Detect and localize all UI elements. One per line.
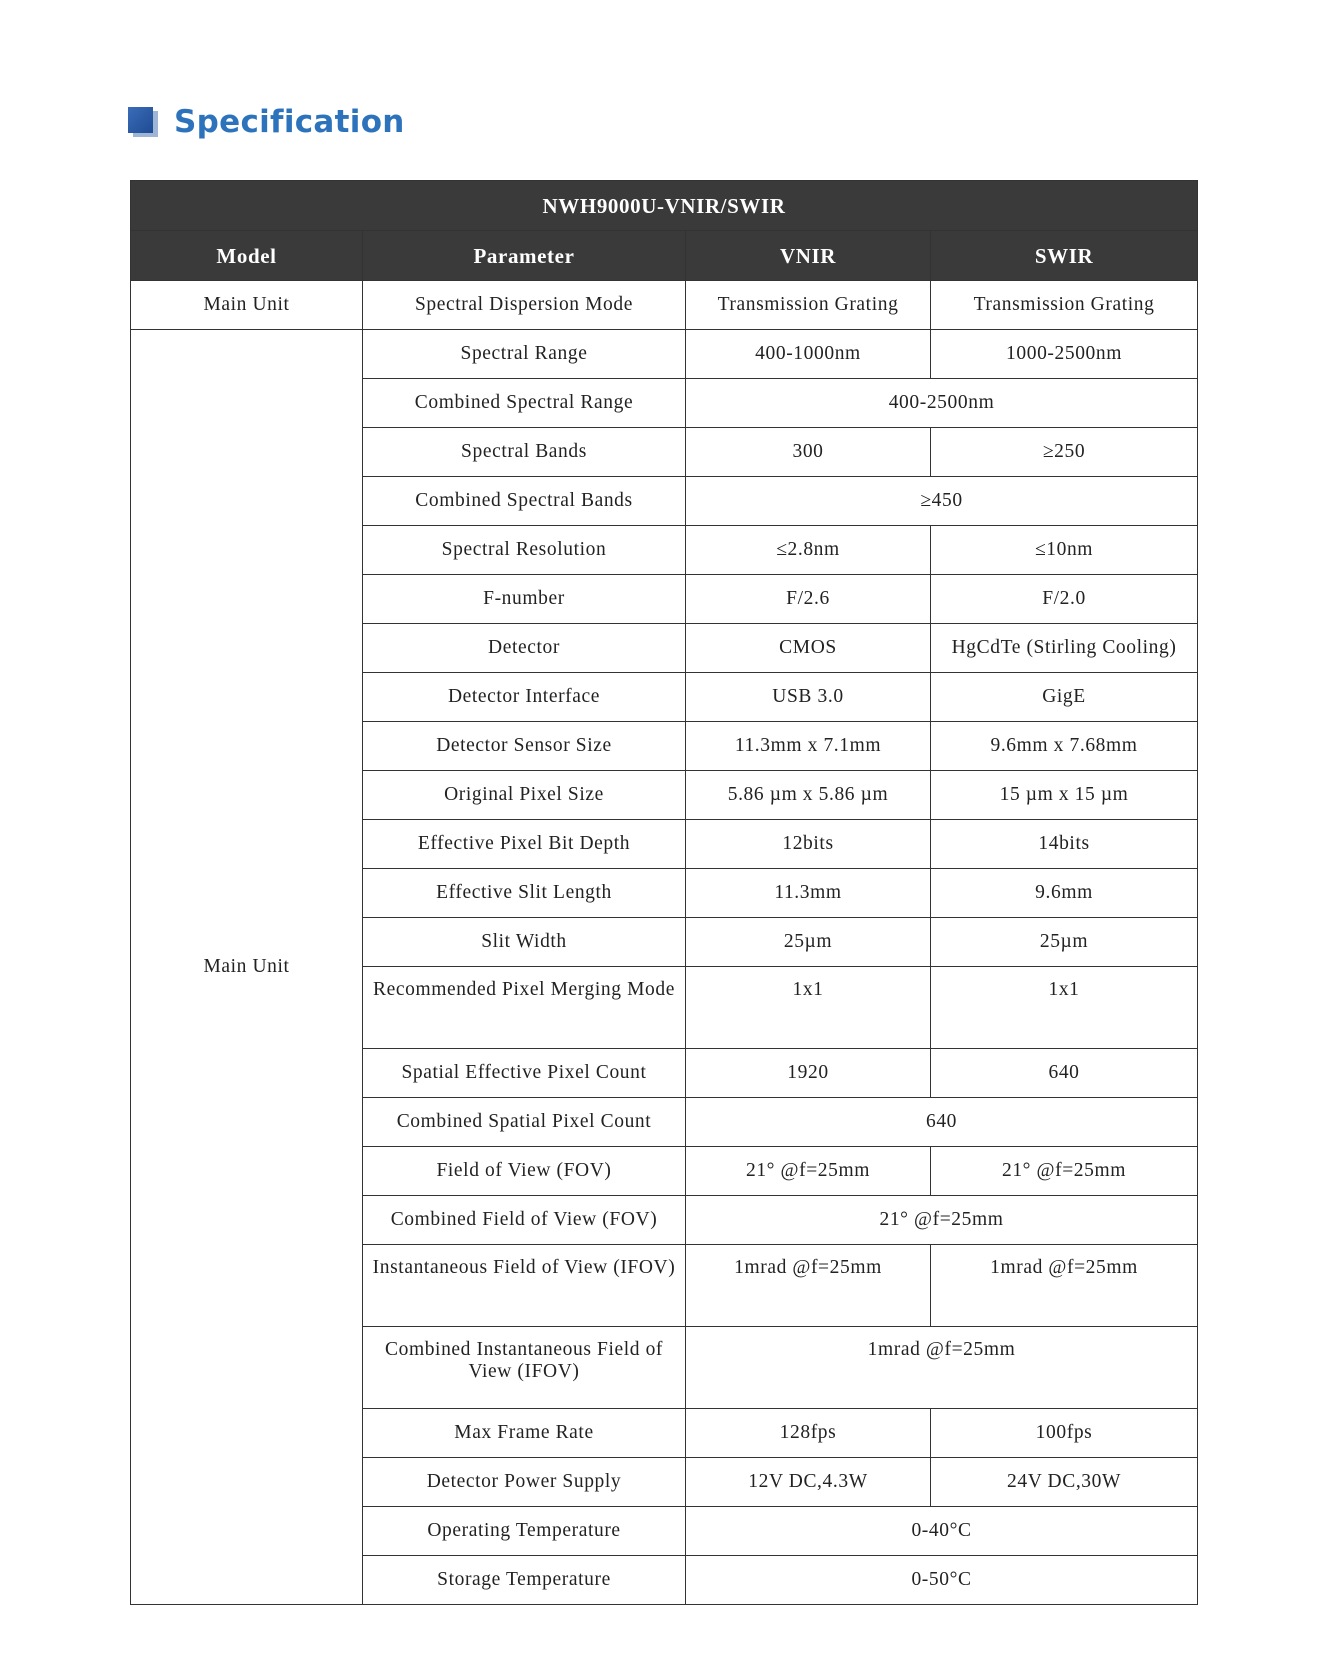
swir-cell: 25µm (931, 918, 1198, 967)
swir-cell: 24V DC,30W (931, 1458, 1198, 1507)
parameter-cell: Spectral Dispersion Mode (363, 281, 686, 330)
swir-cell: GigE (931, 673, 1198, 722)
vnir-cell: 128fps (686, 1409, 931, 1458)
parameter-cell: Combined Spectral Bands (363, 477, 686, 526)
parameter-cell: Max Frame Rate (363, 1409, 686, 1458)
table-row (131, 330, 1198, 379)
combined-value-cell: 640 (686, 1098, 1198, 1147)
parameter-cell: F-number (363, 575, 686, 624)
parameter-cell: Field of View (FOV) (363, 1147, 686, 1196)
vnir-cell: 21° @f=25mm (686, 1147, 931, 1196)
header-parameter: Parameter (363, 231, 686, 281)
swir-cell: 9.6mm (931, 869, 1198, 918)
vnir-cell: USB 3.0 (686, 673, 931, 722)
vnir-cell: 11.3mm (686, 869, 931, 918)
vnir-cell: 1mrad @f=25mm (686, 1245, 931, 1327)
combined-value-cell: 0-50°C (686, 1556, 1198, 1605)
vnir-cell: CMOS (686, 624, 931, 673)
header-model: Model (131, 231, 363, 281)
swir-cell: 1x1 (931, 967, 1198, 1049)
parameter-cell: Effective Pixel Bit Depth (363, 820, 686, 869)
vnir-cell: 400-1000nm (686, 330, 931, 379)
parameter-cell: Recommended Pixel Merging Mode (363, 967, 686, 1049)
swir-cell: ≥250 (931, 428, 1198, 477)
swir-cell: ≤10nm (931, 526, 1198, 575)
specification-table (130, 180, 1198, 1605)
swir-cell: 14bits (931, 820, 1198, 869)
parameter-cell: Slit Width (363, 918, 686, 967)
parameter-cell: Combined Spatial Pixel Count (363, 1098, 686, 1147)
swir-cell: 1000-2500nm (931, 330, 1198, 379)
model-cell: Main Unit (131, 281, 363, 330)
table-title-row (131, 181, 1198, 231)
swir-cell: 1mrad @f=25mm (931, 1245, 1198, 1327)
vnir-cell: 1x1 (686, 967, 931, 1049)
parameter-cell: Detector Sensor Size (363, 722, 686, 771)
parameter-cell: Combined Spectral Range (363, 379, 686, 428)
combined-value-cell: 400-2500nm (686, 379, 1198, 428)
vnir-cell: 300 (686, 428, 931, 477)
swir-cell: HgCdTe (Stirling Cooling) (931, 624, 1198, 673)
swir-cell: 640 (931, 1049, 1198, 1098)
swir-cell: 15 µm x 15 µm (931, 771, 1198, 820)
parameter-cell: Spectral Range (363, 330, 686, 379)
swir-cell: 100fps (931, 1409, 1198, 1458)
parameter-cell: Original Pixel Size (363, 771, 686, 820)
parameter-cell: Detector Power Supply (363, 1458, 686, 1507)
header-swir: SWIR (931, 231, 1198, 281)
section-title: Specification (174, 104, 405, 140)
vnir-cell: 25µm (686, 918, 931, 967)
swir-cell: Transmission Grating (931, 281, 1198, 330)
swir-cell: F/2.0 (931, 575, 1198, 624)
vnir-cell: 12V DC,4.3W (686, 1458, 931, 1507)
combined-value-cell: 0-40°C (686, 1507, 1198, 1556)
parameter-cell: Combined Instantaneous Field of View (IFOV) (363, 1327, 686, 1409)
vnir-cell: F/2.6 (686, 575, 931, 624)
parameter-cell: Detector (363, 624, 686, 673)
vnir-cell: Transmission Grating (686, 281, 931, 330)
vnir-cell: 1920 (686, 1049, 931, 1098)
table-title: NWH9000U-VNIR/SWIR (131, 181, 1198, 231)
square-bullet-icon (128, 107, 158, 137)
combined-value-cell: ≥450 (686, 477, 1198, 526)
parameter-cell: Effective Slit Length (363, 869, 686, 918)
vnir-cell: 11.3mm x 7.1mm (686, 722, 931, 771)
parameter-cell: Operating Temperature (363, 1507, 686, 1556)
parameter-cell: Instantaneous Field of View (IFOV) (363, 1245, 686, 1327)
swir-cell: 21° @f=25mm (931, 1147, 1198, 1196)
parameter-cell: Storage Temperature (363, 1556, 686, 1605)
combined-value-cell: 1mrad @f=25mm (686, 1327, 1198, 1409)
parameter-cell: Spectral Resolution (363, 526, 686, 575)
vnir-cell: ≤2.8nm (686, 526, 931, 575)
parameter-cell: Combined Field of View (FOV) (363, 1196, 686, 1245)
section-heading (128, 104, 405, 140)
table-row (131, 281, 1198, 330)
table-header-row (131, 231, 1198, 281)
parameter-cell: Spectral Bands (363, 428, 686, 477)
combined-value-cell: 21° @f=25mm (686, 1196, 1198, 1245)
vnir-cell: 5.86 µm x 5.86 µm (686, 771, 931, 820)
parameter-cell: Detector Interface (363, 673, 686, 722)
parameter-cell: Spatial Effective Pixel Count (363, 1049, 686, 1098)
swir-cell: 9.6mm x 7.68mm (931, 722, 1198, 771)
model-cell: Main Unit (131, 330, 363, 1605)
header-vnir: VNIR (686, 231, 931, 281)
vnir-cell: 12bits (686, 820, 931, 869)
